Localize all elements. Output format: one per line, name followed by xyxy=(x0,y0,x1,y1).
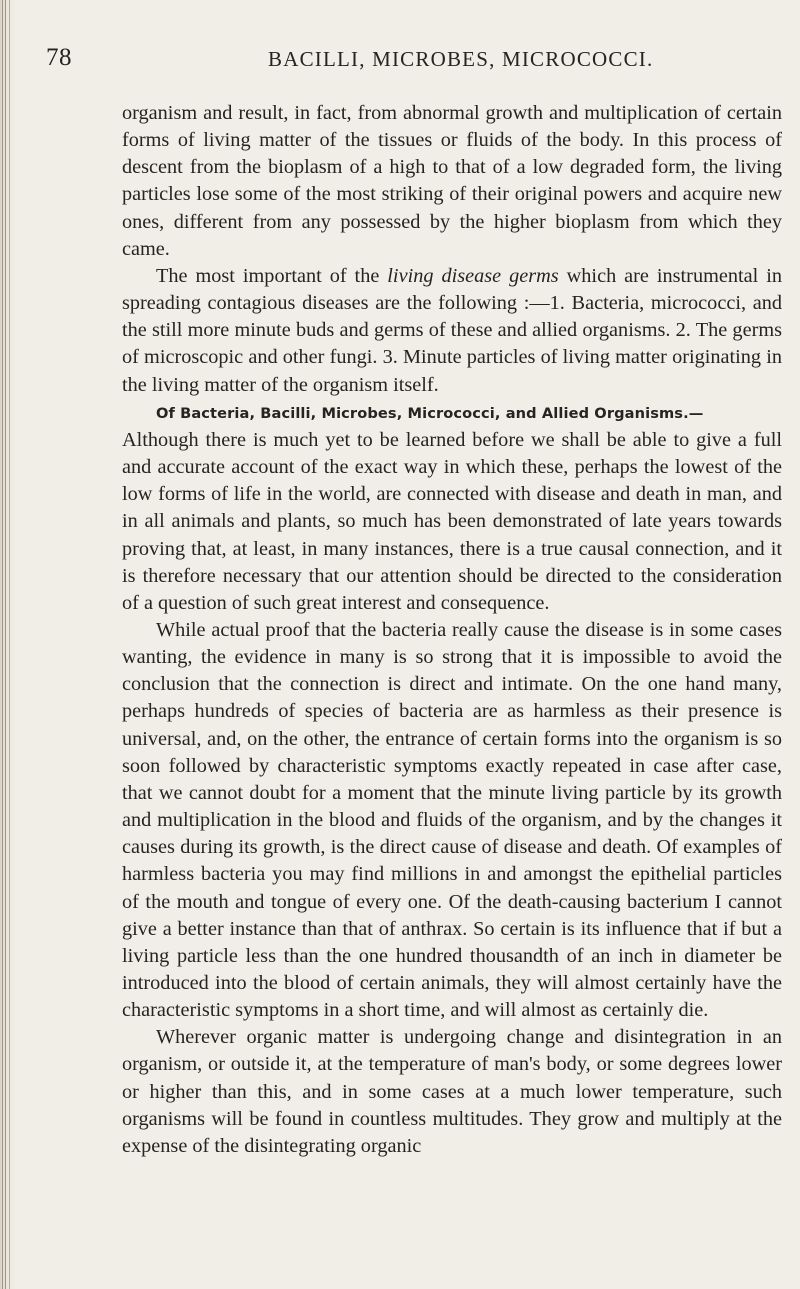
page-binding-edge xyxy=(0,0,16,1289)
paragraph-living-germs xyxy=(122,263,782,399)
binding-line xyxy=(5,0,6,1289)
running-title: BACILLI, MICROBES, MICROCOCCI. xyxy=(268,47,654,71)
paragraph-proof: While actual proof that the bacteria really cause the disease is in some cases wanting, the evidence in many is so strong that it is impossible to avoid the conclusion that the connection is direct and intimate. On the one hand many, perhaps hundreds of species of bacteria are as harmless as their presence is universal, and, on the other, the entrance of certain forms into the organism is so soon followed by characteristic symptoms exactly repeated in case after case, that we cannot doubt for a moment that the minute living particle by its growth and multiplication in the blood and fluids of the organism, and by the changes it causes during its growth, is the direct cause of disease and death. Of examples of harmless bacteria you may find millions in and amongst the epithelial particles of the mouth and tongue of every one. Of the death-causing bacterium I cannot give a better instance than that of anthrax. So certain is its influence that if but a living particle less than the one hundred thousandth of an inch in diameter be introduced into the blood of certain animals, they will almost certainly have the characteristic symptoms in a short time, and will almost as certainly die. xyxy=(122,618,782,1022)
page-body xyxy=(122,100,782,1160)
paragraph-continuation: organism and result, in fact, from abnormal growth and multiplication of certain forms of living matter of the tissues or fluids of the body. In this process of descent from the bioplasm of a high to that of a low degraded form, the living particles lose some of the most striking of their original powers and acquire new ones, different from any possessed by the higher bioplasm from which they came. xyxy=(122,102,782,260)
paragraph-organic-matter: Wherever organic matter is undergoing change and disintegration in an organism, or outside it, at the temperature of man's body, or some degrees lower or higher than this, and in some cases at a much lower temperature, such organisms will be found in countless multitudes. They grow and multiply at the expense of the disintegrating organic xyxy=(122,1026,782,1157)
text-run: which are instrumental in spreading contagious diseases are the following :—1. Bacteria, micrococci, and the still more minute buds and germs of these and allied organisms. 2. The germs of microscopic and other fungi. 3. Minute particles of living matter originating in the living matter of the organism itself. xyxy=(122,264,783,396)
page-header xyxy=(0,44,800,84)
emphasis-living-disease-germs: living disease germs xyxy=(387,264,559,287)
binding-line xyxy=(2,0,3,1289)
binding-line xyxy=(9,0,10,1289)
section-heading: Of Bacteria, Bacilli, Microbes, Micrococci, and Allied Organisms.— xyxy=(156,404,704,422)
paragraph-bacteria-intro: Although there is much yet to be learned before we shall be able to give a full and accurate account of the exact way in which these, perhaps the lowest of the low forms of life in the world, are connected with disease and death in man, and in all animals and plants, so much has been demonstrated of late years towards proving that, at least, in many instances, there is a true causal connection, and it is therefore necessary that our attention should be directed to the consideration of a question of such great interest and consequence. xyxy=(122,428,782,614)
text-run: The most important of the xyxy=(156,264,388,287)
page-number: 78 xyxy=(46,44,72,71)
section-heading-paragraph xyxy=(122,399,782,427)
